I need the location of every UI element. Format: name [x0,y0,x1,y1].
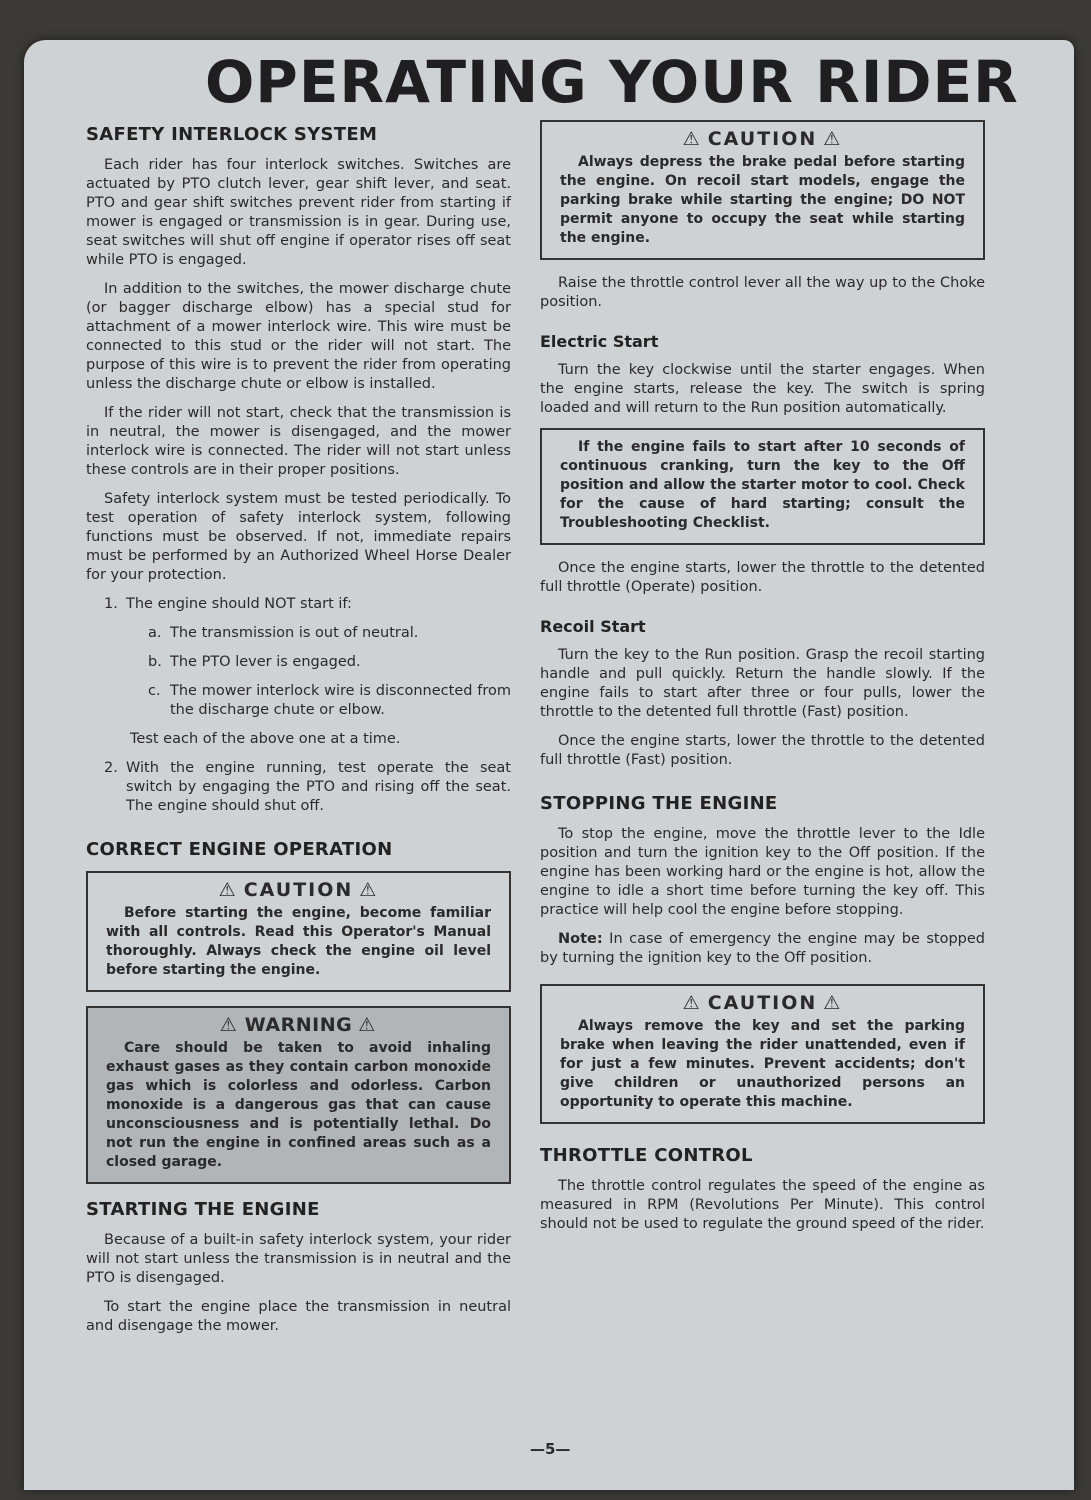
caution-text: Always depress the brake pedal before starting the engine. On recoil start models, engage the parking brake while starting the engine; DO NOT permit anyone to occupy the seat while starting the engine. [560,154,965,246]
list-number: 1. [104,596,118,612]
warning-triangle-icon: ⚠ [682,992,702,1014]
fail-to-start-text: If the engine fails to start after 10 seconds of continuous cranking, turn the key to the Off position and allow the starter motor to cool. Check for the cause of hard starting; consult the Troubleshooting Checklist. [560,439,965,531]
list-item [86,624,511,643]
caution-title: CAUTION [243,879,354,901]
warning-triangle-icon: ⚠ [218,879,238,901]
warning-triangle-icon: ⚠ [682,128,702,150]
caution-box [540,984,985,1124]
list-item [86,682,511,720]
warning-triangle-icon: ⚠ [219,1014,239,1036]
caution-box [86,871,511,992]
list-letter: b. [148,654,162,670]
list-letter: a. [148,625,162,641]
list-text: The engine should NOT start if: [126,596,352,612]
page-number: —5— [530,1440,571,1458]
once-started-paragraph-1: Once the engine starts, lower the throttle to the detented full throttle (Operate) position. [540,560,985,595]
electric-start-paragraph: Turn the key clockwise until the starter engages. When the engine starts, release the key. The switch is spring loaded and will return to the Run position automatically. [540,362,985,416]
list-text: With the engine running, test operate the seat switch by engaging the PTO and rising off the seat. The engine should shut off. [126,760,511,814]
safety-heading: SAFETY INTERLOCK SYSTEM [86,124,378,145]
caution-title: CAUTION [707,128,818,150]
warning-box [86,1006,511,1184]
once-started-paragraph-2: Once the engine starts, lower the throttle to the detented full throttle (Fast) position. [540,733,985,768]
warning-triangle-icon: ⚠ [823,992,843,1014]
left-column [86,125,511,1346]
list-item [86,595,511,614]
warning-text: Care should be taken to avoid inhaling exhaust gases as they contain carbon monoxide gas which is colorless and odorless. Carbon monoxide is a dangerous gas that can cause unconsciousness and is potentially lethal. Do not run the engine in confined areas such as a closed garage. [106,1040,491,1170]
caution-title: CAUTION [707,992,818,1014]
safety-paragraph-4: Safety interlock system must be tested periodically. To test operation of safety interlock system, following functions must be observed. If not, immediate repairs must be performed by an Authorized Wheel Horse Dealer for your protection. [86,491,511,583]
starting-heading: STARTING THE ENGINE [86,1199,320,1220]
list-item [86,759,511,816]
note-text: In case of emergency the engine may be stopped by turning the ignition key to the Off position. [540,931,986,966]
list-text: The transmission is out of neutral. [170,625,419,641]
warning-title: WARNING [244,1014,353,1036]
right-column [540,120,985,1244]
warning-triangle-icon: ⚠ [359,879,379,901]
page-title: OPERATING YOUR RIDER [205,48,1019,116]
warning-triangle-icon: ⚠ [358,1014,378,1036]
fail-to-start-box [540,428,985,545]
recoil-start-heading: Recoil Start [540,617,646,636]
note-paragraph [540,930,985,968]
test-note: Test each of the above one at a time. [130,731,401,747]
list-item [86,653,511,672]
stopping-heading: STOPPING THE ENGINE [540,793,778,814]
test-list [86,595,511,816]
caution-text: Always remove the key and set the parking brake when leaving the rider unattended, even if for just a few minutes. Prevent accidents; don't give children or unauthorized persons an opportunity to operate this machine. [560,1018,965,1110]
warning-triangle-icon: ⚠ [823,128,843,150]
correct-operation-heading: CORRECT ENGINE OPERATION [86,839,393,860]
caution-text: Before starting the engine, become familiar with all controls. Read this Operator's Manual thoroughly. Always check the engine oil level before starting the engine. [106,905,491,978]
throttle-paragraph: Raise the throttle control lever all the way up to the Choke position. [540,275,985,310]
throttle-control-paragraph: The throttle control regulates the speed of the engine as measured in RPM (Revolutions Per Minute). This control should not be used to regulate the ground speed of the rider. [540,1178,985,1232]
note-label: Note: [558,931,603,947]
list-text: The mower interlock wire is disconnected from the discharge chute or elbow. [170,683,511,718]
starting-paragraph-1: Because of a built-in safety interlock system, your rider will not start unless the transmission is in neutral and the PTO is disengaged. [86,1232,511,1286]
recoil-start-paragraph: Turn the key to the Run position. Grasp the recoil starting handle and pull quickly. Return the handle slowly. If the engine fails to start after three or four pulls, lower the throttle to the detented full throttle (Fast) position. [540,647,985,720]
list-number: 2. [104,760,118,776]
safety-paragraph-1: Each rider has four interlock switches. Switches are actuated by PTO clutch lever, gear shift lever, and seat. PTO and gear shift switches prevent rider from starting if mower is engaged or transmission is in gear. During use, seat switches will shut off engine if operator rises off seat while PTO is engaged. [86,157,511,268]
safety-paragraph-3: If the rider will not start, check that the transmission is in neutral, the mower is disengaged, and the mower interlock wire is connected. The rider will not start unless these controls are in their proper positions. [86,405,511,478]
caution-box [540,120,985,260]
safety-paragraph-2: In addition to the switches, the mower discharge chute (or bagger discharge elbow) has a special stud for attachment of a mower interlock wire. This wire must be connected to this stud or the rider will not start. The purpose of this wire is to prevent the rider from operating unless the discharge chute or elbow is installed. [86,281,511,392]
list-text: The PTO lever is engaged. [170,654,361,670]
electric-start-heading: Electric Start [540,332,659,351]
stopping-paragraph: To stop the engine, move the throttle lever to the Idle position and turn the ignition key to the Off position. If the engine has been working hard or the engine is hot, allow the engine to idle a short time before turning the key off. This practice will help cool the engine before stopping. [540,826,985,918]
list-letter: c. [148,683,161,699]
throttle-control-heading: THROTTLE CONTROL [540,1145,753,1166]
starting-paragraph-2: To start the engine place the transmission in neutral and disengage the mower. [86,1299,511,1334]
